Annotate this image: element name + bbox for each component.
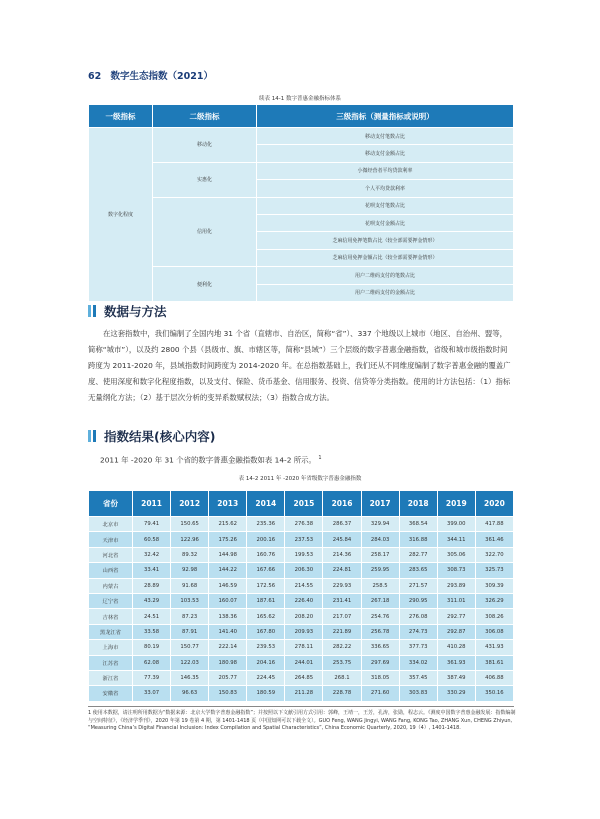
table2-caption: 表 14-2 2011 年 -2020 年省级数字普惠金融指数 — [238, 476, 362, 482]
index-value-cell: 290.95 — [399, 593, 437, 608]
index-value-cell: 336.65 — [361, 640, 399, 655]
province-cell: 安徽省 — [89, 686, 133, 701]
column-header-year: 2015 — [285, 491, 323, 517]
column-header-year: 2013 — [209, 491, 247, 517]
index-value-cell: 122.96 — [171, 532, 209, 547]
index-value-cell: 259.95 — [361, 563, 399, 578]
results-text: 2011 年 -2020 年 31 个省的数字普惠金融指数如表 14-2 所示。 — [100, 455, 316, 465]
index-value-cell: 165.62 — [247, 609, 285, 624]
index-value-cell: 222.14 — [209, 640, 247, 655]
index-value-cell: 180.59 — [247, 686, 285, 701]
table1-header-level3: 三级指标（测量指标或说明） — [257, 105, 514, 128]
index-value-cell: 231.41 — [323, 593, 361, 608]
level3-cell: 移动支付笔数占比 — [257, 128, 514, 145]
index-value-cell: 330.29 — [437, 686, 475, 701]
index-value-cell: 282.22 — [323, 640, 361, 655]
index-value-cell: 60.58 — [133, 532, 171, 547]
index-value-cell: 199.53 — [285, 547, 323, 562]
index-value-cell: 209.93 — [285, 624, 323, 639]
index-value-cell: 33.58 — [133, 624, 171, 639]
index-value-cell: 28.89 — [133, 578, 171, 593]
index-value-cell: 271.60 — [361, 686, 399, 701]
index-value-cell: 350.16 — [475, 686, 513, 701]
section-title: 数据与方法 — [104, 304, 167, 319]
index-value-cell: 344.11 — [437, 532, 475, 547]
table-row — [89, 563, 514, 578]
level3-cell: 花呗支付笔数占比 — [257, 197, 514, 214]
index-value-cell: 229.93 — [323, 578, 361, 593]
index-value-cell: 150.77 — [171, 640, 209, 655]
index-value-cell: 24.51 — [133, 609, 171, 624]
level2-cell: 移动化 — [153, 128, 257, 163]
index-value-cell: 326.29 — [475, 593, 513, 608]
index-value-cell: 167.66 — [247, 563, 285, 578]
index-value-cell: 253.75 — [323, 655, 361, 670]
index-value-cell: 305.06 — [437, 547, 475, 562]
section-heading-index-results — [88, 427, 215, 445]
level3-cell: 用户二维码支付的金额占比 — [257, 284, 514, 301]
index-value-cell: 150.65 — [171, 517, 209, 532]
index-value-cell: 160.76 — [247, 547, 285, 562]
index-value-cell: 228.78 — [323, 686, 361, 701]
index-value-cell: 43.29 — [133, 593, 171, 608]
index-value-cell: 146.59 — [209, 578, 247, 593]
index-value-cell: 283.65 — [399, 563, 437, 578]
level1-cell: 数字化程度 — [89, 128, 153, 302]
index-value-cell: 79.41 — [133, 517, 171, 532]
section-heading-data-methods — [88, 302, 167, 320]
results-paragraph — [100, 450, 526, 468]
index-value-cell: 381.61 — [475, 655, 513, 670]
index-value-cell: 237.53 — [285, 532, 323, 547]
index-value-cell: 160.07 — [209, 593, 247, 608]
province-cell: 上海市 — [89, 640, 133, 655]
index-value-cell: 226.40 — [285, 593, 323, 608]
index-value-cell: 274.73 — [399, 624, 437, 639]
column-header-year: 2016 — [323, 491, 361, 517]
index-value-cell: 284.03 — [361, 532, 399, 547]
province-cell: 浙江省 — [89, 670, 133, 685]
table-row — [89, 609, 514, 624]
index-value-cell: 187.61 — [247, 593, 285, 608]
index-value-cell: 141.40 — [209, 624, 247, 639]
index-value-cell: 417.88 — [475, 517, 513, 532]
index-value-cell: 80.19 — [133, 640, 171, 655]
table-row — [89, 640, 514, 655]
table-row — [89, 517, 514, 532]
index-value-cell: 239.53 — [247, 640, 285, 655]
page-number: 62 — [88, 71, 102, 82]
table1-header-level1: 一级指标 — [89, 105, 153, 128]
index-value-cell: 293.89 — [437, 578, 475, 593]
table-header-row — [89, 491, 514, 517]
index-value-cell: 215.62 — [209, 517, 247, 532]
index-value-cell: 62.08 — [133, 655, 171, 670]
section-title: 指数结果(核心内容) — [104, 429, 216, 444]
index-value-cell: 268.1 — [323, 670, 361, 685]
index-value-cell: 211.28 — [285, 686, 323, 701]
index-value-cell: 91.68 — [171, 578, 209, 593]
index-value-cell: 325.73 — [475, 563, 513, 578]
level2-cell: 便利化 — [153, 267, 257, 302]
index-value-cell: 267.18 — [361, 593, 399, 608]
index-value-cell: 32.42 — [133, 547, 171, 562]
table1-caption: 续表 14-1 数字普惠金融指标体系 — [259, 96, 341, 102]
table-row — [89, 670, 514, 685]
index-value-cell: 87.23 — [171, 609, 209, 624]
footnote-reference[interactable]: 1 — [318, 455, 322, 461]
index-value-cell: 254.76 — [361, 609, 399, 624]
index-value-cell: 92.98 — [171, 563, 209, 578]
methods-paragraph: 在这套指数中，我们编制了全国内地 31 个省（直辖市、自治区，简称“省”）、337 个地级以上城市（地区、自治州、盟等，简称“城市”），以及约 2800 个县（县级市、旗、市辖区等，简称“县域”）三个层级的数字普惠金融指数，省级和城市级指数时间跨度为 2011-2020 年，县域指数时间跨度为 2014-2020 年。在总指数基础上，我们还从不同维度编制了数字普惠金融的覆盖广度、使用深度和数字化程度指数，以及支付、保险、货币基金、信用服务、投资、信贷等分类指数。使用的计方法包括：（1）指标无量纲化方法；（2）基于层次分析的变异系数赋权法；（3）指数合成方法。 — [88, 329, 511, 402]
index-value-cell: 377.73 — [399, 640, 437, 655]
index-value-cell: 308.73 — [437, 563, 475, 578]
footnote: 1 使用本数据，请注明所用数据为“数据来源：北京大学数字普惠金融指数”；并按照以下文献引用方式引用：郭峰，王靖一，王芳，孔涛，张勋，程志云。《测度中国数字普惠金融发展：指数编制与空间特征》，《经济学季刊》，2020 年第 19 卷第 4 期，第 1401-1418 页（中国知网可以下载全文）。GUO Feng, WANG Jingyi, WANG Fang, KONG Tao, ZHANG Xun, CHENG Zhiyun, “Measuring China’s Digital Financial Inclusion: Index Compilation and Spatial Characteristics”, China Economic Quarterly, 2020, 19（4）, 1401-1418. — [88, 710, 516, 732]
level3-cell: 移动支付金额占比 — [257, 145, 514, 162]
province-cell: 山西省 — [89, 563, 133, 578]
index-value-cell: 399.00 — [437, 517, 475, 532]
province-cell: 吉林省 — [89, 609, 133, 624]
index-value-cell: 167.80 — [247, 624, 285, 639]
column-header-year: 2014 — [247, 491, 285, 517]
table-row — [89, 686, 514, 701]
index-value-cell: 292.87 — [437, 624, 475, 639]
province-index-table — [88, 490, 514, 702]
table-row — [89, 532, 514, 547]
index-value-cell: 224.81 — [323, 563, 361, 578]
index-value-cell: 206.30 — [285, 563, 323, 578]
index-value-cell: 217.07 — [323, 609, 361, 624]
level3-cell: 花呗支付金额占比 — [257, 214, 514, 231]
index-value-cell: 150.83 — [209, 686, 247, 701]
index-value-cell: 387.49 — [437, 670, 475, 685]
book-title: 数字生态指数（2021） — [110, 71, 213, 82]
index-value-cell: 146.35 — [171, 670, 209, 685]
index-value-cell: 224.45 — [247, 670, 285, 685]
index-value-cell: 292.77 — [437, 609, 475, 624]
index-value-cell: 204.16 — [247, 655, 285, 670]
index-value-cell: 144.22 — [209, 563, 247, 578]
index-value-cell: 144.98 — [209, 547, 247, 562]
province-cell: 黑龙江省 — [89, 624, 133, 639]
province-cell: 内蒙古 — [89, 578, 133, 593]
index-value-cell: 286.37 — [323, 517, 361, 532]
index-value-cell: 282.77 — [399, 547, 437, 562]
index-value-cell: 175.26 — [209, 532, 247, 547]
index-value-cell: 357.45 — [399, 670, 437, 685]
index-value-cell: 256.78 — [361, 624, 399, 639]
index-value-cell: 235.36 — [247, 517, 285, 532]
index-value-cell: 214.55 — [285, 578, 323, 593]
index-value-cell: 306.08 — [475, 624, 513, 639]
index-value-cell: 318.05 — [361, 670, 399, 685]
level3-cell: 用户二维码支付的笔数占比 — [257, 267, 514, 284]
index-value-cell: 311.01 — [437, 593, 475, 608]
table-row — [89, 547, 514, 562]
index-value-cell: 329.94 — [361, 517, 399, 532]
index-value-cell: 180.98 — [209, 655, 247, 670]
index-value-cell: 33.41 — [133, 563, 171, 578]
column-header-year: 2019 — [437, 491, 475, 517]
province-cell: 辽宁省 — [89, 593, 133, 608]
index-value-cell: 96.63 — [171, 686, 209, 701]
table-row — [89, 624, 514, 639]
table1-header-level2: 二级指标 — [153, 105, 257, 128]
level3-cell: 小微经营者平均贷款利率 — [257, 162, 514, 179]
index-value-cell: 361.46 — [475, 532, 513, 547]
province-cell: 天津市 — [89, 532, 133, 547]
index-value-cell: 200.16 — [247, 532, 285, 547]
table-row — [89, 593, 514, 608]
table-row — [89, 578, 514, 593]
level3-cell: 芝麻信用免押金额占比（较全部需要押金情形） — [257, 249, 514, 266]
index-value-cell: 406.88 — [475, 670, 513, 685]
column-header-year: 2017 — [361, 491, 399, 517]
level3-cell: 芝麻信用免押笔数占比（较全部需要押金情形） — [257, 232, 514, 249]
province-cell: 河北省 — [89, 547, 133, 562]
index-value-cell: 244.01 — [285, 655, 323, 670]
index-value-cell: 258.5 — [361, 578, 399, 593]
page-header — [88, 68, 213, 82]
index-value-cell: 33.07 — [133, 686, 171, 701]
section-marker-icon — [88, 305, 96, 317]
province-cell: 江苏省 — [89, 655, 133, 670]
column-header-year: 2018 — [399, 491, 437, 517]
index-value-cell: 221.89 — [323, 624, 361, 639]
index-value-cell: 297.69 — [361, 655, 399, 670]
index-value-cell: 205.77 — [209, 670, 247, 685]
index-value-cell: 245.84 — [323, 532, 361, 547]
column-header-province: 省份 — [89, 491, 133, 517]
index-value-cell: 87.91 — [171, 624, 209, 639]
index-value-cell: 271.57 — [399, 578, 437, 593]
column-header-year: 2012 — [171, 491, 209, 517]
index-value-cell: 410.28 — [437, 640, 475, 655]
index-value-cell: 334.02 — [399, 655, 437, 670]
index-value-cell: 276.38 — [285, 517, 323, 532]
index-value-cell: 431.93 — [475, 640, 513, 655]
index-value-cell: 308.26 — [475, 609, 513, 624]
index-value-cell: 264.85 — [285, 670, 323, 685]
index-value-cell: 172.56 — [247, 578, 285, 593]
level3-cell: 个人平均贷款利率 — [257, 180, 514, 197]
level2-cell: 信用化 — [153, 197, 257, 267]
column-header-year: 2011 — [133, 491, 171, 517]
index-value-cell: 138.36 — [209, 609, 247, 624]
index-value-cell: 89.32 — [171, 547, 209, 562]
column-header-year: 2020 — [475, 491, 513, 517]
footnote-divider — [88, 706, 514, 707]
province-cell: 北京市 — [89, 517, 133, 532]
section-marker-icon — [88, 430, 96, 442]
index-value-cell: 122.03 — [171, 655, 209, 670]
index-value-cell: 316.88 — [399, 532, 437, 547]
index-value-cell: 77.39 — [133, 670, 171, 685]
index-value-cell: 278.11 — [285, 640, 323, 655]
index-value-cell: 258.17 — [361, 547, 399, 562]
index-value-cell: 361.93 — [437, 655, 475, 670]
index-value-cell: 214.36 — [323, 547, 361, 562]
index-value-cell: 309.39 — [475, 578, 513, 593]
index-value-cell: 103.53 — [171, 593, 209, 608]
index-value-cell: 303.83 — [399, 686, 437, 701]
index-value-cell: 322.70 — [475, 547, 513, 562]
table-row — [89, 655, 514, 670]
level2-cell: 实惠化 — [153, 162, 257, 197]
indicator-table — [88, 104, 514, 302]
index-value-cell: 276.08 — [399, 609, 437, 624]
index-value-cell: 208.20 — [285, 609, 323, 624]
index-value-cell: 368.54 — [399, 517, 437, 532]
